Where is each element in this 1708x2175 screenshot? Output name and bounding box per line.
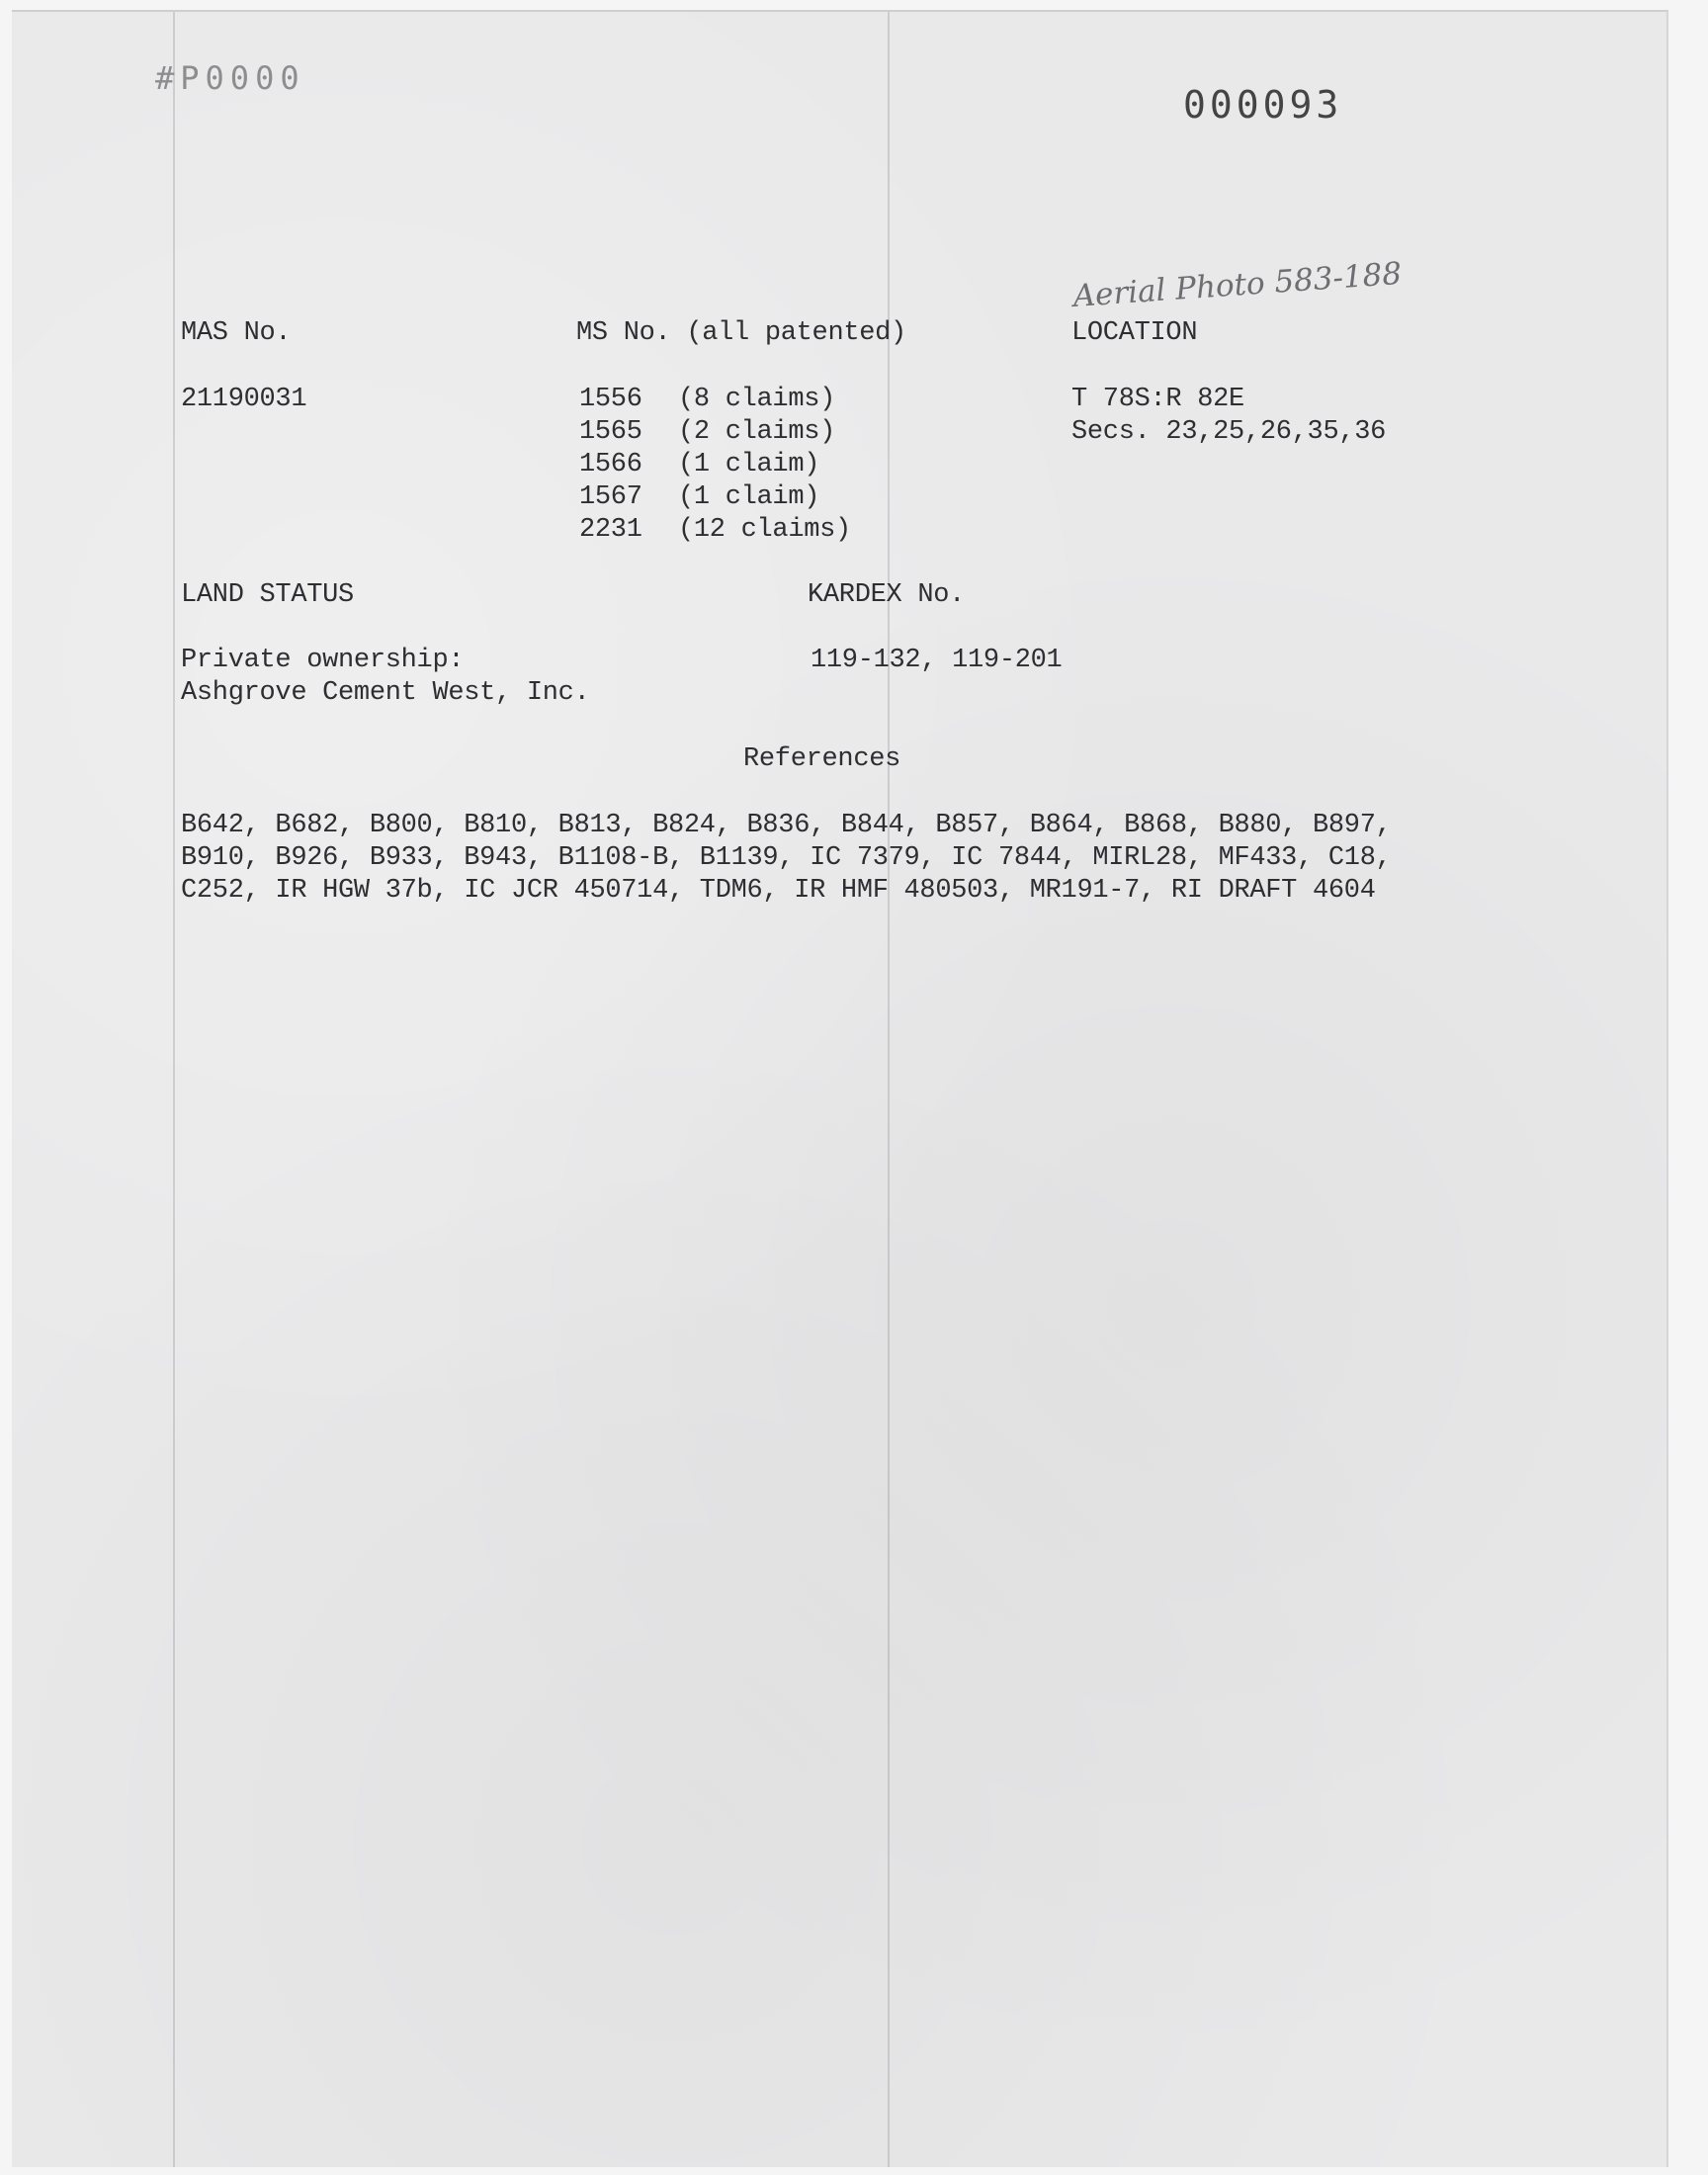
paper-sheet (12, 10, 1668, 2167)
ms-claims-count: (1 claim) (678, 450, 820, 479)
ms-claims-count: (12 claims) (678, 515, 851, 545)
references-heading: References (743, 744, 901, 774)
references-line: B910, B926, B933, B943, B1108-B, B1139, IC 7379, IC 7844, MIRL28, MF433, C18, (181, 843, 1392, 873)
kardex-label: KARDEX No. (808, 580, 966, 610)
location-township-range: T 78S:R 82E (1071, 385, 1244, 414)
ms-number: 2231 (579, 515, 642, 545)
stamp-page-number: 000093 (1183, 83, 1343, 127)
ms-number: 1566 (579, 450, 642, 479)
land-status-line-2: Ashgrove Cement West, Inc. (181, 678, 590, 708)
references-line: C252, IR HGW 37b, IC JCR 450714, TDM6, IR HMF 480503, MR191-7, RI DRAFT 4604 (181, 876, 1376, 906)
fold-line-left (173, 12, 175, 2167)
ms-number: 1567 (579, 482, 642, 512)
ms-label: MS No. (all patented) (576, 318, 906, 348)
references-line: B642, B682, B800, B810, B813, B824, B836, B844, B857, B864, B868, B880, B897, (181, 811, 1392, 840)
ms-claims-count: (1 claim) (678, 482, 820, 512)
kardex-value: 119-132, 119-201 (811, 646, 1063, 675)
ms-number: 1556 (579, 385, 642, 414)
location-label: LOCATION (1071, 318, 1198, 348)
land-status-label: LAND STATUS (181, 580, 354, 610)
location-sections: Secs. 23,25,26,35,36 (1071, 417, 1387, 447)
ms-number: 1565 (579, 417, 642, 447)
mas-number: 21190031 (181, 385, 307, 414)
mas-label: MAS No. (181, 318, 292, 348)
ms-claims-count: (8 claims) (678, 385, 836, 414)
stamp-top-left: #P0000 (155, 59, 305, 97)
land-status-line-1: Private ownership: (181, 646, 465, 675)
handwritten-note: Aerial Photo 583-188 (1071, 255, 1404, 314)
ms-claims-count: (2 claims) (678, 417, 836, 447)
